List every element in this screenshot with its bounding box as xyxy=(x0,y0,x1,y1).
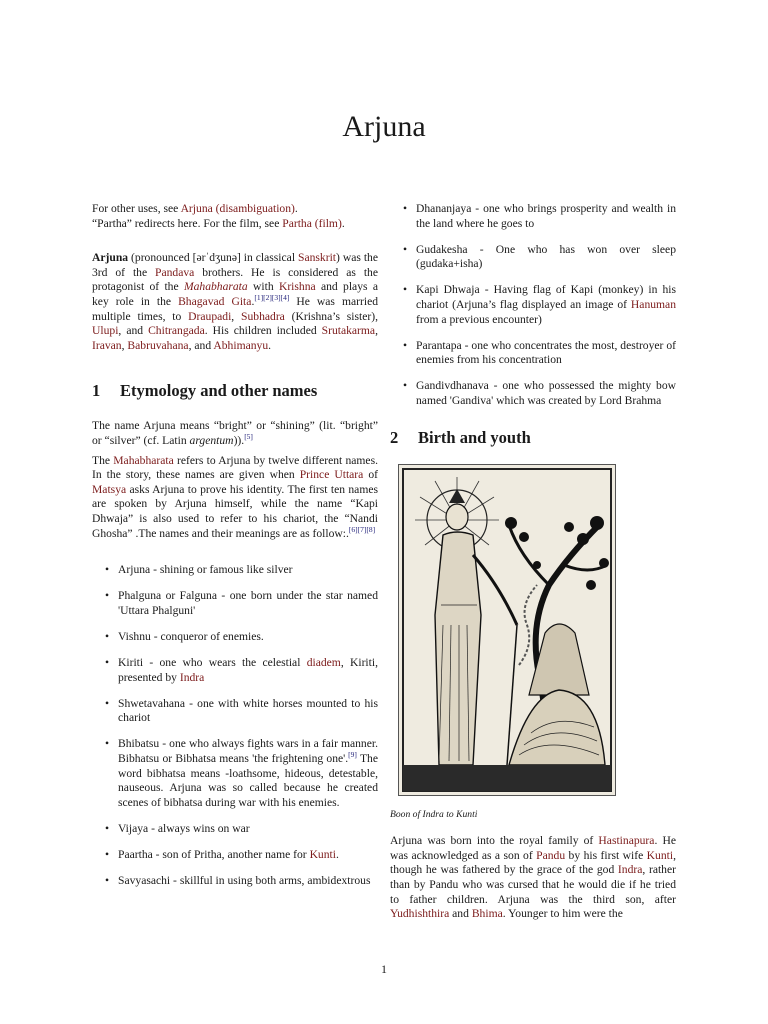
list-item: • Kapi Dhwaja - Having flag of Kapi (monkey) in his chariot (Arjuna’s flag displayed an image of Hanuman from a previous encounter) xyxy=(403,283,676,326)
bhagavad-gita-link[interactable]: Bhagavad Gita xyxy=(178,294,252,308)
chitrangada-link[interactable]: Chitrangada xyxy=(148,324,205,338)
hatnote: For other uses, see Arjuna (disambiguation). “Partha” redirects here. For the film, see Partha (film). xyxy=(92,202,345,230)
krishna-link[interactable]: Krishna xyxy=(278,280,316,294)
prince-uttara-link[interactable]: Prince Uttara xyxy=(299,468,364,482)
ulupi-link[interactable]: Ulupi xyxy=(92,324,119,338)
list-item: • Gudakesha - One who has won over sleep (gudaka+isha) xyxy=(403,242,676,271)
list-item: • Savyasachi - skillful in using both arms, ambidextrous xyxy=(105,874,371,887)
names-paragraph: The Mahabharata refers to Arjuna by twelve different names. In the story, these names are given when Prince Uttara of Matsya asks Arjuna to prove his identity. The first ten names are spoken by Arjuna himself, while the name “Kapi Dhwaja” is also used to refer to his chariot, the “Nandi Ghosha” .The names and their meanings are as follow:.[6][7][8] xyxy=(92,453,378,540)
list-item: • Phalguna or Falguna - one born under the star named 'Uttara Phalguni' xyxy=(105,589,378,617)
page-title: Arjuna xyxy=(342,110,426,143)
partha-film-link[interactable]: Partha (film) xyxy=(282,216,342,230)
citation-9[interactable]: [9] xyxy=(348,750,357,760)
figure-caption: Boon of Indra to Kunti xyxy=(390,808,478,820)
kunti-link[interactable]: Kunti xyxy=(309,847,336,861)
matsya-link[interactable]: Matsya xyxy=(92,482,127,496)
birth-paragraph: Arjuna was born into the royal family of Hastinapura. He was acknowledged as a son of Pandu by his first wife Kunti, though he was fathered by the grace of the god Indra, rather than by Pandu who was cursed that he would die if he tried to father children. Arjuna was the third son, after Yudhishthira and Bhima. Younger to him were the xyxy=(390,834,676,921)
list-item: • Vishnu - conqueror of enemies. xyxy=(105,629,264,643)
list-item: • Arjuna - shining or famous like silver xyxy=(105,563,293,577)
intro-paragraph: Arjuna (pronounced [ərˈdʒunə] in classical Sanskrit) was the 3rd of the Pandava brothers. He is considered as the protagonist of the Mahabharata with Krishna and plays a key role in the Bhagavad Gita.[1][2][3][4] He was married multiple times, to Draupadi, Subhadra (Krishna’s sister), Ulupi, and Chitrangada. His children included Srutakarma, Iravan, Babruvahana, and Abhimanyu. xyxy=(92,251,379,352)
diadem-link[interactable]: diadem xyxy=(306,655,341,669)
list-item: • Shwetavahana - one with white horses mounted to his chariot xyxy=(105,696,378,725)
subhadra-link[interactable]: Subhadra xyxy=(241,309,285,323)
woodcut-image xyxy=(399,465,615,795)
mahabharata-link[interactable]: Mahabharata xyxy=(183,280,248,294)
draupadi-link[interactable]: Draupadi xyxy=(188,309,232,323)
citation-1-4[interactable]: [1][2][3][4] xyxy=(254,293,290,303)
list-item: • Bhibatsu - one who always fights wars in a fair manner. Bibhatsu or Bibhatsa means 'the frightening one'.[9] The word bibhatsa means -loathsome, hideous, detestable, nauseous. Arjuna was so called because he created scenes of bibhatsa during war with his enemies. xyxy=(105,737,378,809)
hastinapura-link[interactable]: Hastinapura xyxy=(598,834,655,848)
sanskrit-link[interactable]: Sanskrit xyxy=(298,251,337,265)
names-list-continued xyxy=(390,202,676,409)
srutakarma-link[interactable]: Srutakarma xyxy=(321,324,376,338)
names-list xyxy=(92,563,378,889)
etymology-paragraph: The name Arjuna means “bright” or “shining” (lit. “bright” or “silver” (cf. Latin argentum)).[5] xyxy=(92,419,378,447)
list-item: • Parantapa - one who concentrates the most, destroyer of enemies from his concentration xyxy=(403,338,676,367)
list-item: • Vijaya - always wins on war xyxy=(105,821,250,835)
section-1-heading: 1 Etymology and other names xyxy=(92,381,318,401)
pandu-link[interactable]: Pandu xyxy=(536,848,566,862)
indra-link[interactable]: Indra xyxy=(179,670,205,684)
kunti-link-2[interactable]: Kunti xyxy=(646,848,674,862)
hanuman-link[interactable]: Hanuman xyxy=(630,297,676,311)
list-item: • Gandivdhanava - one who possessed the mighty bow named 'Gandiva' which was created by Lord Brahma xyxy=(403,379,676,407)
mahabharata-link-2[interactable]: Mahabharata xyxy=(113,453,174,467)
indra-kunti-illustration[interactable] xyxy=(398,464,616,796)
iravan-link[interactable]: Iravan xyxy=(92,338,122,352)
citation-5[interactable]: [5] xyxy=(244,432,253,442)
list-item: • Paartha - son of Pritha, another name for Kunti. xyxy=(105,847,339,861)
page-number: 1 xyxy=(381,962,387,976)
yudhishthira-link[interactable]: Yudhishthira xyxy=(390,907,450,921)
pandava-link[interactable]: Pandava xyxy=(155,265,195,279)
list-item: • Dhananjaya - one who brings prosperity and wealth in the land where he goes to xyxy=(403,202,676,230)
section-2-heading: 2 Birth and youth xyxy=(390,427,531,447)
babruvahana-link[interactable]: Babruvahana xyxy=(127,338,189,352)
abhimanyu-link[interactable]: Abhimanyu xyxy=(213,338,269,352)
list-item: • Kiriti - one who wears the celestial diadem, Kiriti, presented by Indra xyxy=(105,655,378,684)
right-column xyxy=(390,202,676,922)
disambiguation-link[interactable]: Arjuna (disambiguation) xyxy=(180,202,295,215)
indra-link-2[interactable]: Indra xyxy=(617,863,643,877)
citation-6-8[interactable]: [6][7][8] xyxy=(348,524,376,534)
bhima-link[interactable]: Bhima xyxy=(471,907,503,921)
left-column xyxy=(92,202,378,900)
